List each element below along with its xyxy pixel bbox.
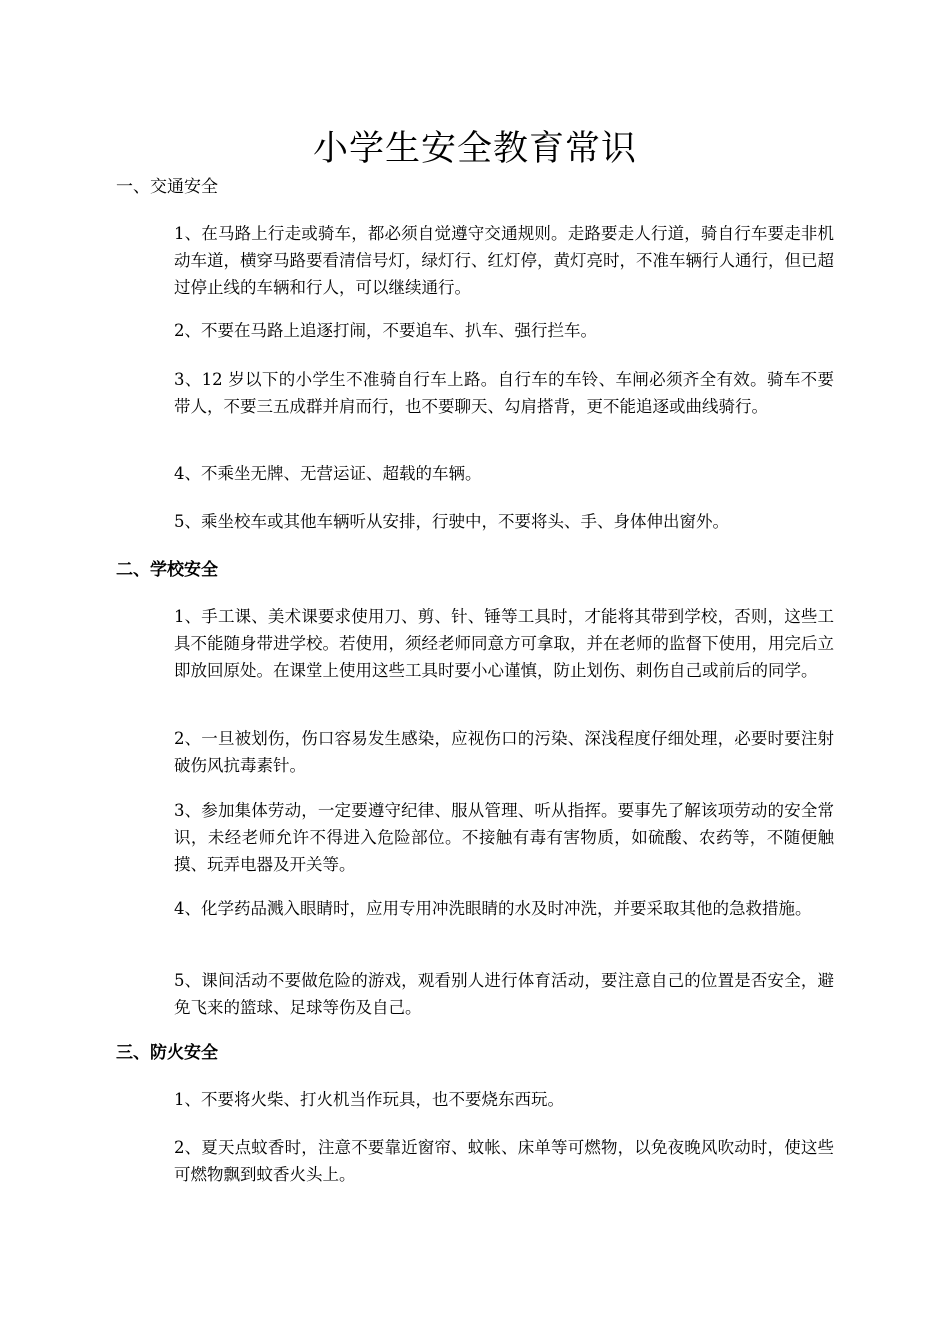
paragraph-fire-2: 2、夏天点蚊香时，注意不要靠近窗帘、蚊帐、床单等可燃物，以免夜晚风吹动时，使这些可燃物飘到蚊香火头上。 (174, 1138, 834, 1184)
paragraph-school-4: 4、化学药品溅入眼睛时，应用专用冲洗眼睛的水及时冲洗，并要采取其他的急救措施。 (174, 899, 812, 918)
paragraph-fire-1: 1、不要将火柴、打火机当作玩具，也不要烧东西玩。 (174, 1090, 564, 1109)
paragraph-traffic-1: 1、在马路上行走或骑车，都必须自觉遵守交通规则。走路要走人行道，骑自行车要走非机动车道，横穿马路要看清信号灯，绿灯行、红灯停，黄灯亮时，不准车辆行人通行，但已超过停止线的车辆和行人，可以继续通行。 (174, 224, 834, 297)
paragraph-traffic-2: 2、不要在马路上追逐打闹，不要追车、扒车、强行拦车。 (174, 321, 597, 340)
section-heading-school: 二、学校安全 (116, 560, 218, 580)
paragraph-school-3: 3、参加集体劳动，一定要遵守纪律、服从管理、听从指挥。要事先了解该项劳动的安全常识，未经老师允许不得进入危险部位。不接触有毒有害物质，如硫酸、农药等，不随便触摸、玩弄电器及开关等。 (174, 801, 834, 874)
paragraph-traffic-5: 5、乘坐校车或其他车辆听从安排，行驶中，不要将头、手、身体伸出窗外。 (174, 512, 729, 531)
paragraph-traffic-3: 3、12 岁以下的小学生不准骑自行车上路。自行车的车铃、车闸必须齐全有效。骑车不要带人，不要三五成群并肩而行，也不要聊天、勾肩搭背，更不能追逐或曲线骑行。 (174, 370, 834, 416)
section-heading-fire: 三、防火安全 (116, 1043, 218, 1063)
section-heading-traffic: 一、交通安全 (116, 177, 218, 197)
document-title: 小学生安全教育常识 (312, 129, 637, 169)
paragraph-school-1: 1、手工课、美术课要求使用刀、剪、针、锤等工具时，才能将其带到学校，否则，这些工具不能随身带进学校。若使用，须经老师同意方可拿取，并在老师的监督下使用，用完后立即放回原处。在课堂上使用这些工具时要小心谨慎，防止划伤、刺伤自己或前后的同学。 (174, 607, 834, 680)
paragraph-school-5: 5、课间活动不要做危险的游戏，观看别人进行体育活动，要注意自己的位置是否安全，避免飞来的篮球、足球等伤及自己。 (174, 971, 834, 1017)
paragraph-traffic-4: 4、不乘坐无牌、无营运证、超载的车辆。 (174, 464, 482, 483)
paragraph-school-2: 2、一旦被划伤，伤口容易发生感染，应视伤口的污染、深浅程度仔细处理，必要时要注射破伤风抗毒素针。 (174, 729, 834, 775)
